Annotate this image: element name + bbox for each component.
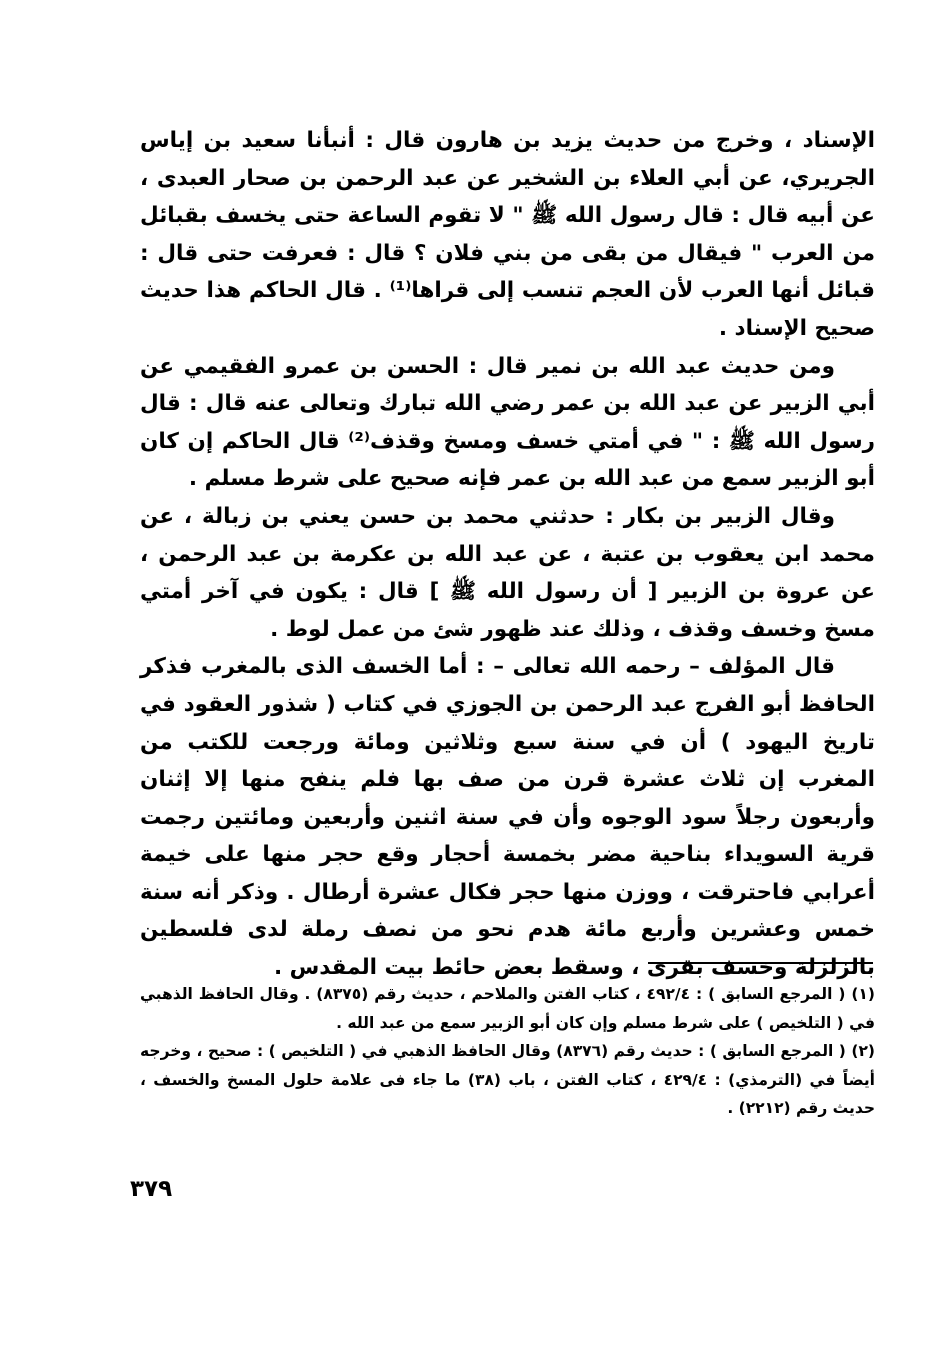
paragraph-3: وقال الزبير بن بكار : حدثني محمد بن حسن يعني بن زبالة ، عن محمد ابن يعقوب بن عتبة ، عن عبد الله بن عكرمة بن عبد الرحمن ، عن عروة بن الزبير [ أن رسول الله ﷺ ] قال : يكون في آخر أمتي مسخ وخسف وقذف ، وذلك عند ظهور شئ من عمل لوط . [140, 503, 875, 642]
footnote-1: (١) ( المرجع السابق ) : ٤٩٢/٤ ، كتاب الفتن والملاحم ، حديث رقم (٨٣٧٥) . وقال الحافظ الذهبي في ( التلخيص ) على شرط مسلم وإن كان أبو الزبير سمع من عبد الله . [140, 985, 875, 1032]
main-text [140, 122, 875, 987]
paragraph-4: قال المؤلف – رحمه الله تعالى – : أما الخسف الذى بالمغرب فذكر الحافظ أبو الفرج عبد الرحمن بن الجوزي في كتاب ( شذور العقود في تاريخ اليهود ) أن في سنة سبع وثلاثين ومائة ورجعت للكتب من المغرب إن ثلاث عشرة قرن من صف بها فلم ينفح منها إلا إثنان وأربعون رجلاً سود الوجوه وأن في سنة اثنين وأربعين ومائتين رجمت قرية السويداء بناحية مضر بخمسة أحجار وقع حجر منها على خيمة أعرابي فاحترقت ، ووزن منها حجر فكال عشرة أرطال . وذكر أنه سنة خمس وعشرين وأربع مائة هدم نحو من نصف رملة لدى فلسطين بالزلزلة وخسف بقرى ، وسقط بعض حائط بيت المقدس . [140, 654, 875, 981]
page-number: ٣٧٩ [130, 1176, 173, 1202]
footnote-2: (٢) ( المرجع السابق ) : حديث رقم (٨٣٧٦) وقال الحافظ الذهبي في ( التلخيص ) : صحيح ، وخرجه أيضاً في (الترمذي) : ٤٢٩/٤ ، كتاب الفتن ، باب (٣٨) ما جاء فى علامة حلول المسخ والخسف ، حديث رقم (٢٢١٢) . [140, 1042, 876, 1117]
paragraph-2: ومن حديث عبد الله بن نمير قال : الحسن بن عمرو الفقيمي عن أبي الزبير عن عبد الله بن عمر رضي الله تبارك وتعالى عنه قال : قال رسول الله ﷺ : " في أمتي خسف ومسخ وقذف⁽²⁾ قال الحاكم إن كان أبو الزبير سمع من عبد الله بن عمر فإنه صحيح على شرط مسلم . [140, 353, 875, 492]
footnote-separator [648, 962, 873, 964]
footnotes [140, 980, 875, 1123]
paragraph-1: الإسناد ، وخرج من حديث يزيد بن هارون قال : أنبأنا سعيد بن إياس الجريري، عن أبي العلاء بن الشخير عن عبد الرحمن بن صحار العبدى ، عن أبيه قال : قال رسول الله ﷺ " لا تقوم الساعة حتى يخسف بقبائل من العرب " فيقال من بقى من بني فلان ؟ قال : فعرفت حتى قال : قبائل أنها العرب لأن العجم تنسب إلى قراها⁽¹⁾ . قال الحاكم هذا حديث صحيح الإسناد . [140, 128, 875, 341]
